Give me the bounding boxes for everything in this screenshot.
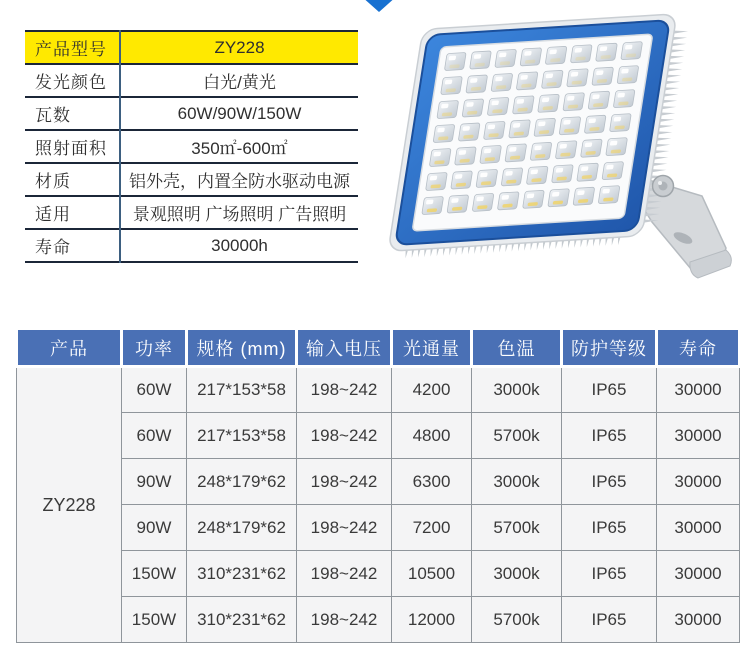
spec-cell: 12000 [392, 597, 472, 643]
spec-cell: 3000k [472, 367, 562, 413]
spec-value: 30000h [211, 235, 268, 255]
spec-cell: 3000k [472, 459, 562, 505]
spec-cell: 198~242 [297, 597, 392, 643]
spec-label: 产品型号 [25, 31, 120, 64]
spec-cell: IP65 [562, 413, 657, 459]
spec-cell: 198~242 [297, 413, 392, 459]
spec-row-lifespan [25, 229, 358, 262]
product-spec-table [25, 30, 358, 263]
spec-cell: IP65 [562, 367, 657, 413]
spec-label: 寿命 [25, 229, 120, 262]
spec-label: 发光颜色 [25, 64, 120, 97]
column-header-product: 产品 [17, 329, 122, 367]
spec-cell: 198~242 [297, 551, 392, 597]
spec-cell: 90W [122, 459, 187, 505]
spec-row-light-color [25, 64, 358, 97]
spec-value: 景观照明 广场照明 广告照明 [132, 205, 347, 224]
spec-row-wattage [25, 97, 358, 130]
spec-cell: 30000 [657, 459, 740, 505]
spec-cell: 150W [122, 551, 187, 597]
spec-cell: 5700k [472, 505, 562, 551]
header-row [17, 329, 740, 367]
column-header-lumens: 光通量 [392, 329, 472, 367]
spec-cell: 310*231*62 [187, 597, 297, 643]
spec-cell: 5700k [472, 413, 562, 459]
column-header-size: 规格 (mm) [187, 329, 297, 367]
product-model-cell: ZY228 [17, 367, 122, 643]
spec-cell: 90W [122, 505, 187, 551]
spec-cell: 30000 [657, 413, 740, 459]
spec-cell: 3000k [472, 551, 562, 597]
spec-cell: 6300 [392, 459, 472, 505]
spec-cell: 60W [122, 413, 187, 459]
spec-value: 60W/90W/150W [177, 103, 302, 123]
model-spec-table [15, 327, 741, 643]
column-header-lifespan: 寿命 [657, 329, 740, 367]
column-header-power: 功率 [122, 329, 187, 367]
spec-cell: 217*153*58 [187, 367, 297, 413]
column-header-color-temp: 色温 [472, 329, 562, 367]
table-row [17, 459, 740, 505]
spec-value: 铝外壳，内置全防水驱动电源 [129, 172, 350, 191]
spec-label: 适用 [25, 196, 120, 229]
table-row [17, 505, 740, 551]
spec-label: 照射面积 [25, 130, 120, 163]
column-header-voltage: 输入电压 [297, 329, 392, 367]
spec-cell: 4200 [392, 367, 472, 413]
spec-row-coverage [25, 130, 358, 163]
spec-cell: 248*179*62 [187, 505, 297, 551]
table-row [17, 551, 740, 597]
spec-cell: 30000 [657, 597, 740, 643]
spec-value: 350㎡-600㎡ [191, 139, 288, 158]
spec-cell: 150W [122, 597, 187, 643]
spec-cell: IP65 [562, 551, 657, 597]
floodlight-illustration [360, 10, 753, 300]
spec-value: ZY228 [120, 31, 358, 64]
table-row [17, 413, 740, 459]
spec-cell: 198~242 [297, 505, 392, 551]
spec-cell: 310*231*62 [187, 551, 297, 597]
spec-value: 白光/黄光 [203, 73, 276, 92]
spec-cell: IP65 [562, 459, 657, 505]
table-row [17, 367, 740, 413]
spec-cell: 30000 [657, 505, 740, 551]
spec-label: 瓦数 [25, 97, 120, 130]
column-header-ip-rating: 防护等级 [562, 329, 657, 367]
pivot-screw [653, 176, 674, 197]
spec-cell: 4800 [392, 413, 472, 459]
table-row [17, 597, 740, 643]
spec-label: 材质 [25, 163, 120, 196]
spec-cell: 7200 [392, 505, 472, 551]
spec-cell: 10500 [392, 551, 472, 597]
spec-cell: 248*179*62 [187, 459, 297, 505]
spec-cell: 30000 [657, 551, 740, 597]
spec-cell: 60W [122, 367, 187, 413]
product-image [360, 10, 753, 300]
spec-cell: 5700k [472, 597, 562, 643]
spec-row-model [25, 31, 358, 64]
spec-cell: 217*153*58 [187, 413, 297, 459]
spec-row-material [25, 163, 358, 196]
spec-cell: 198~242 [297, 459, 392, 505]
spec-cell: 30000 [657, 367, 740, 413]
mounting-bracket [636, 178, 731, 278]
spec-row-application [25, 196, 358, 229]
spec-cell: 198~242 [297, 367, 392, 413]
spec-cell: IP65 [562, 505, 657, 551]
spec-cell: IP65 [562, 597, 657, 643]
